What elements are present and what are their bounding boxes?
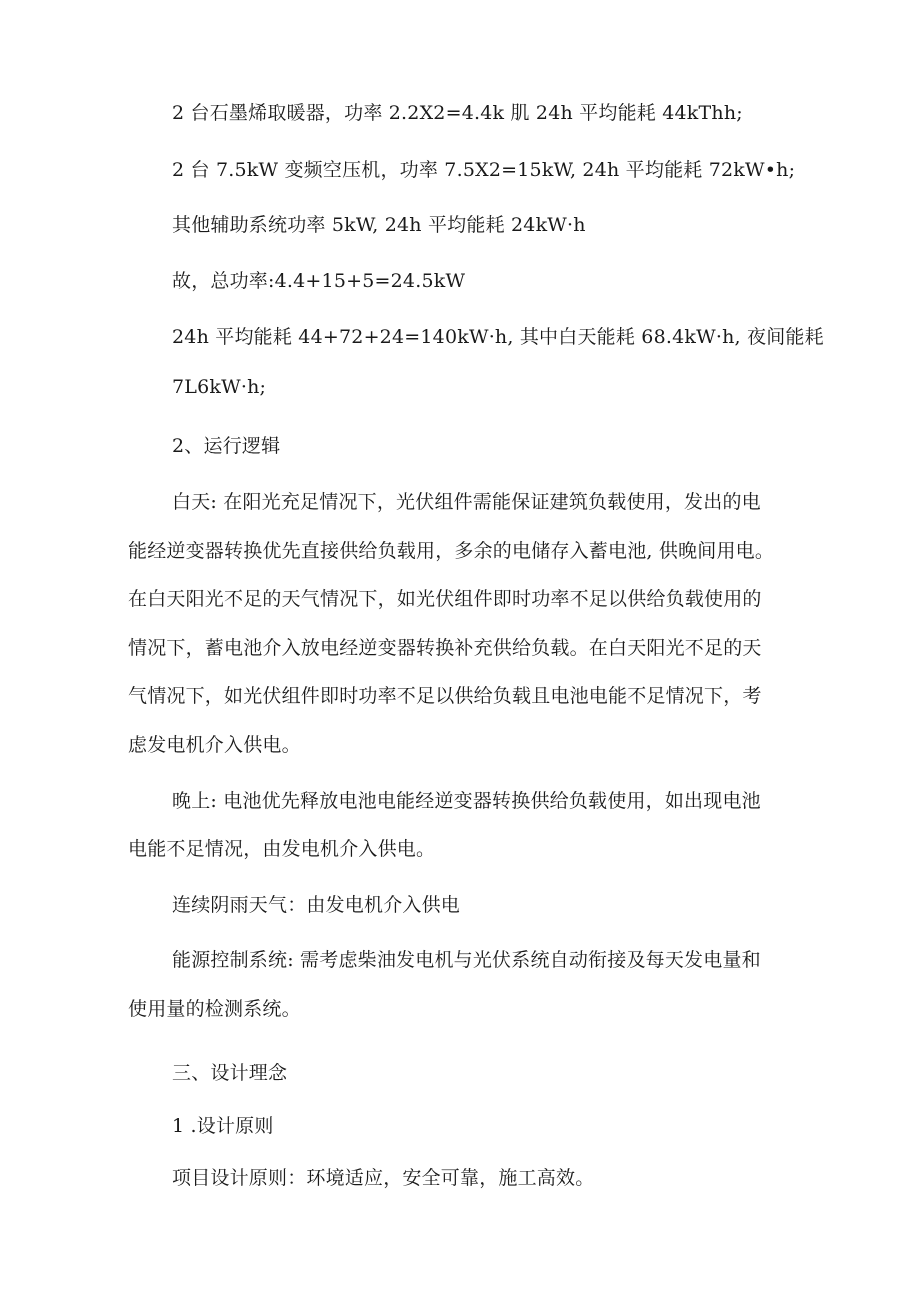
paragraph-night-line-1: 晚上: 电池优先释放电池电能经逆变器转换供给负载使用，如出现电池: [172, 790, 761, 812]
text-line-auxiliary: 其他辅助系统功率 5kW, 24h 平均能耗 24kW·h: [172, 214, 586, 236]
paragraph-project-design-principles: 项目设计原则：环境适应，安全可靠，施工高效。: [172, 1167, 595, 1189]
paragraph-night-line-2: 电能不足情况，由发电机介入供电。: [128, 838, 436, 860]
text-line-energy-consumption-cont: 7L6kW·h;: [172, 376, 267, 398]
text-line-energy-consumption: 24h 平均能耗 44+72+24=140kW·h, 其中白天能耗 68.4kW·h, 夜间能耗: [172, 326, 824, 348]
text-line-compressor: 2 台 7.5kW 变频空压机，功率 7.5X2=15kW, 24h 平均能耗 72kW•h;: [172, 159, 796, 181]
paragraph-daytime-line-1: 白天: 在阳光充足情况下，光伏组件需能保证建筑负载使用，发出的电: [172, 491, 761, 513]
subsection-heading-design-principles: 1 .设计原则: [172, 1115, 274, 1137]
section-heading-design-concept: 三、设计理念: [172, 1062, 288, 1084]
text-line-total-power: 故，总功率:4.4+15+5=24.5kW: [172, 270, 466, 292]
paragraph-daytime-line-2: 能经逆变器转换优先直接供给负载用，多余的电储存入蓄电池, 供晚间用电。: [128, 540, 775, 562]
paragraph-daytime-line-3: 在白天阳光不足的天气情况下，如光伏组件即时功率不足以供给负载使用的: [128, 588, 762, 610]
paragraph-daytime-line-6: 虑发电机介入供电。: [128, 734, 301, 756]
text-line-heater: 2 台石墨烯取暖器，功率 2.2X2=4.4k 肌 24h 平均能耗 44kThh;: [172, 102, 743, 124]
paragraph-rainy-weather: 连续阴雨天气：由发电机介入供电: [172, 894, 461, 916]
section-heading-operation-logic: 2、运行逻辑: [172, 435, 281, 457]
paragraph-energy-control-line-2: 使用量的检测系统。: [128, 998, 301, 1020]
paragraph-daytime-line-5: 气情况下，如光伏组件即时功率不足以供给负载且电池电能不足情况下，考: [128, 685, 762, 707]
paragraph-energy-control-line-1: 能源控制系统: 需考虑柴油发电机与光伏系统自动衔接及每天发电量和: [172, 949, 761, 971]
paragraph-daytime-line-4: 情况下，蓄电池介入放电经逆变器转换补充供给负载。在白天阳光不足的天: [128, 637, 762, 659]
